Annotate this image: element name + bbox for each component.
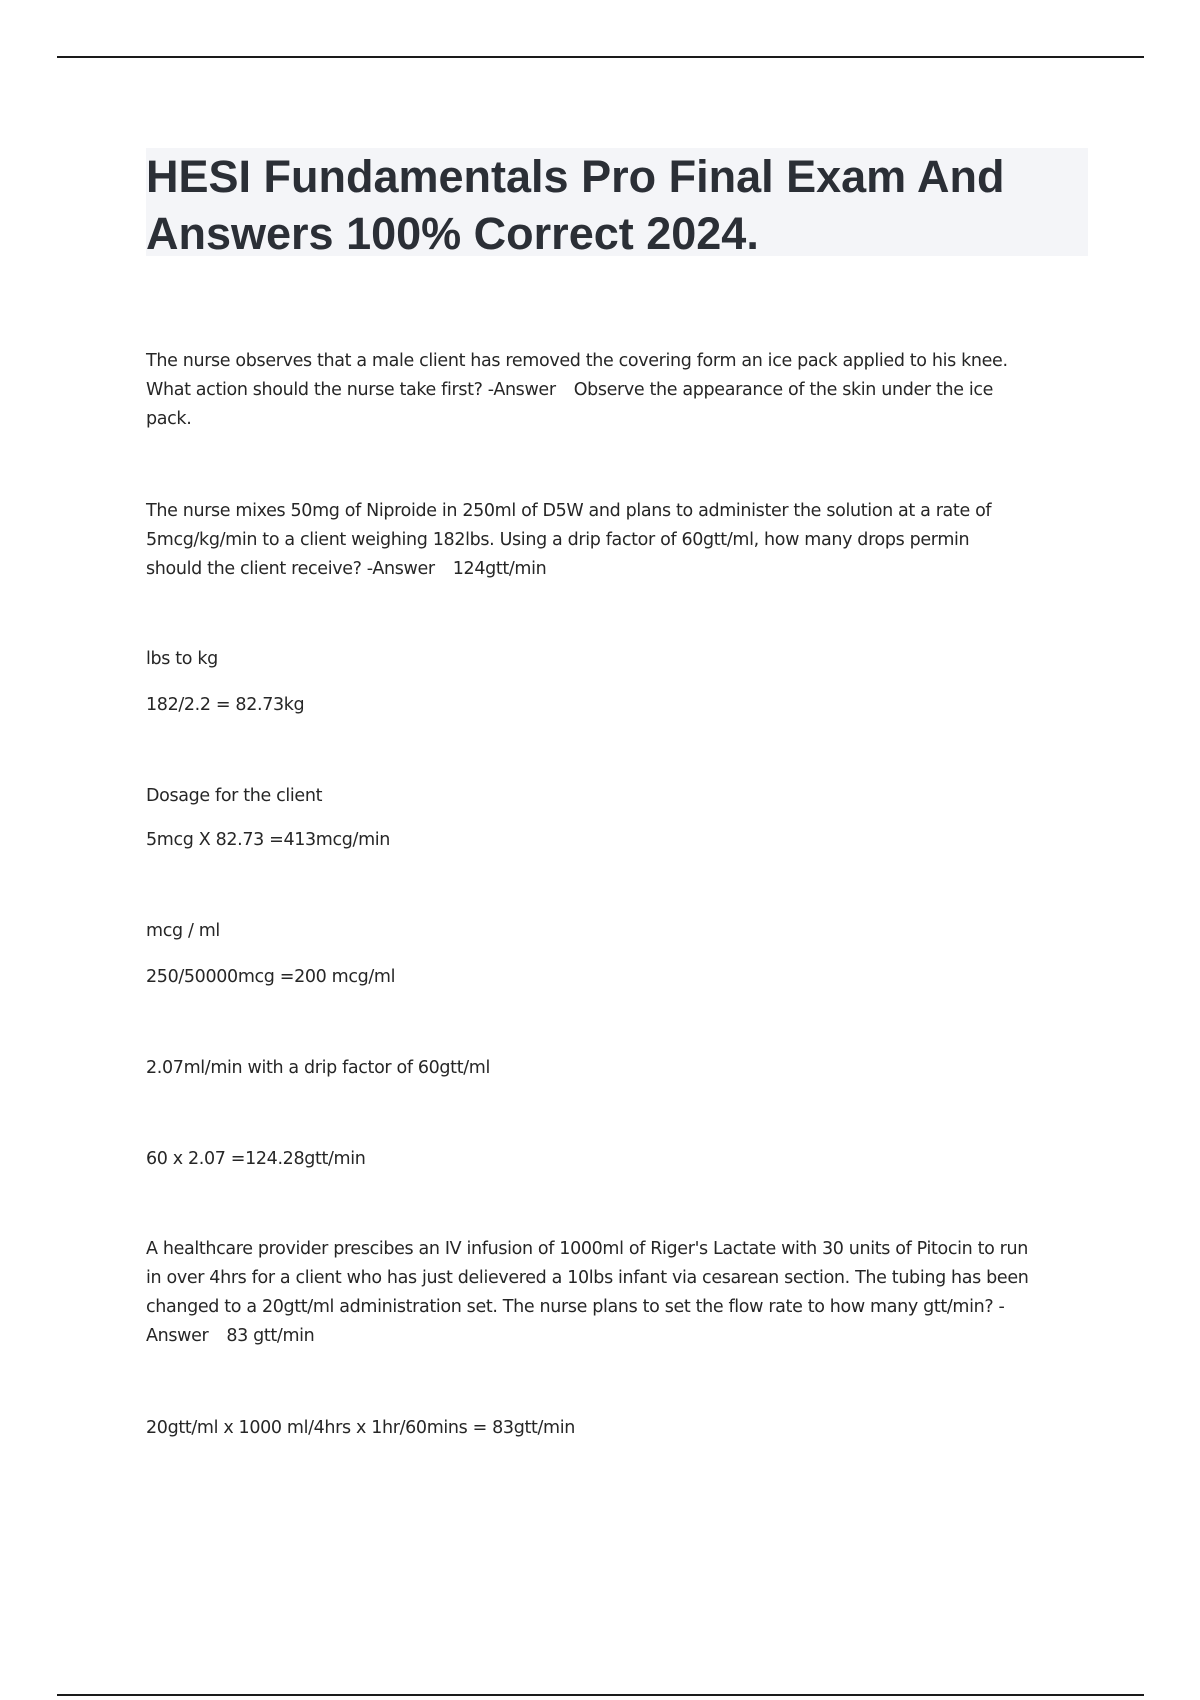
calc-mcg-heading: mcg / ml	[146, 921, 220, 941]
question-2-line-3: should the client receive? -Answer	[146, 559, 435, 579]
question-1-answer: Observe the appearance of the skin under the ice	[573, 380, 994, 400]
question-2-line-1: The nurse mixes 50mg of Niproide in 250ml of D5W and plans to administer the solution at a rate of	[146, 501, 992, 521]
title-line-2: Answers 100% Correct 2024.	[146, 208, 759, 259]
question-3-line-4: Answer	[146, 1326, 209, 1346]
bottom-divider	[57, 1694, 1144, 1696]
calc-dosage-value: 5mcg X 82.73 =413mcg/min	[146, 830, 391, 850]
document-title	[146, 148, 1088, 262]
question-1	[146, 347, 1091, 434]
question-1-line-1: The nurse observes that a male client has removed the covering form an ice pack applied to his knee.	[146, 351, 1008, 371]
question-3-calc: 20gtt/ml x 1000 ml/4hrs x 1hr/60mins = 83gtt/min	[146, 1418, 575, 1438]
calc-mcg-value: 250/50000mcg =200 mcg/ml	[146, 967, 396, 987]
question-1-line-2: What action should the nurse take first? -Answer	[146, 380, 556, 400]
title-block	[146, 148, 1088, 259]
calc-rate: 2.07ml/min with a drip factor of 60gtt/ml	[146, 1058, 490, 1078]
calc-drops: 60 x 2.07 =124.28gtt/min	[146, 1149, 366, 1169]
top-divider	[57, 56, 1144, 58]
calc-dosage-heading: Dosage for the client	[146, 786, 323, 806]
calc-lbs-value: 182/2.2 = 82.73kg	[146, 695, 305, 715]
question-3-line-2: in over 4hrs for a client who has just delievered a 10lbs infant via cesarean section. The tubing has been	[146, 1268, 1029, 1288]
title-line-1: HESI Fundamentals Pro Final Exam And	[146, 151, 1005, 202]
question-2-answer: 124gtt/min	[452, 559, 547, 579]
question-3-line-1: A healthcare provider prescibes an IV infusion of 1000ml of Riger's Lactate with 30 units of Pitocin to run	[146, 1239, 1029, 1259]
question-1-line-3: pack.	[146, 409, 192, 429]
question-3-answer: 83 gtt/min	[226, 1326, 315, 1346]
question-2	[146, 497, 1091, 584]
calc-lbs-heading: lbs to kg	[146, 649, 218, 669]
question-2-line-2: 5mcg/kg/min to a client weighing 182lbs. Using a drip factor of 60gtt/ml, how many drops permin	[146, 530, 970, 550]
question-3	[146, 1235, 1091, 1351]
question-3-line-3: changed to a 20gtt/ml administration set. The nurse plans to set the flow rate to how many gtt/min? -	[146, 1297, 1005, 1317]
